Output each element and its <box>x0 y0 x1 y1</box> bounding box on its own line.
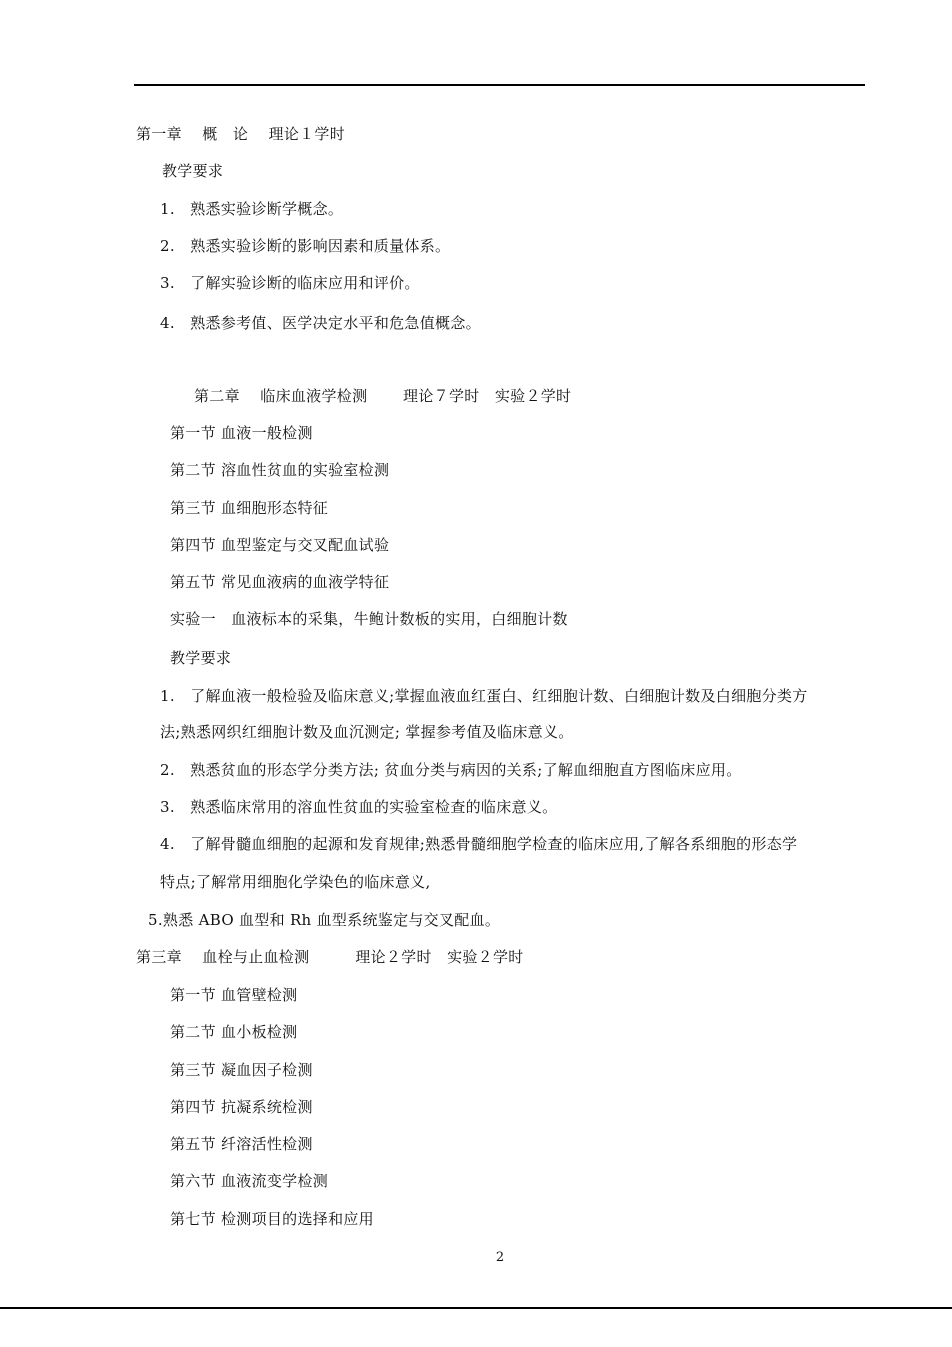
chapter-2-requirement-line: 法;熟悉网织红细胞计数及血沉测定; 掌握参考值及临床意义。 <box>160 723 574 741</box>
chapter-2-requirement-line: 4. 了解骨髓血细胞的起源和发育规律;熟悉骨髓细胞学检查的临床应用,了解各系细胞的形态学 <box>160 835 798 853</box>
chapter-1-heading: 第一章 概 论 理论１学时 <box>136 125 346 143</box>
chapter-1-requirements-title: 教学要求 <box>162 162 224 180</box>
chapter-2-requirement-line: 2. 熟悉贫血的形态学分类方法; 贫血分类与病因的关系;了解血细胞直方图临床应用。 <box>160 761 742 779</box>
chapter-3-section: 第二节 血小板检测 <box>170 1023 298 1041</box>
chapter-1-item: 4. 熟悉参考值、医学决定水平和危急值概念。 <box>160 314 481 332</box>
chapter-3-section: 第五节 纤溶活性检测 <box>170 1135 313 1153</box>
chapter-2-requirement-line: 5.熟悉 ABO 血型和 Rh 血型系统鉴定与交叉配血。 <box>148 911 501 929</box>
chapter-2-requirements-title: 教学要求 <box>170 649 232 667</box>
chapter-3-section: 第六节 血液流变学检测 <box>170 1172 329 1190</box>
chapter-2-section: 第二节 溶血性贫血的实验室检测 <box>170 461 390 479</box>
chapter-2-requirement-line: 特点;了解常用细胞化学染色的临床意义, <box>160 873 431 891</box>
chapter-1-item: 1. 熟悉实验诊断学概念。 <box>160 200 344 218</box>
chapter-1-item: 3. 了解实验诊断的临床应用和评价。 <box>160 274 420 292</box>
chapter-2-experiment: 实验一 血液标本的采集，牛鲍计数板的实用，白细胞计数 <box>170 610 568 628</box>
page-number: 2 <box>495 1250 505 1265</box>
chapter-2-section: 第四节 血型鉴定与交叉配血试验 <box>170 536 390 554</box>
chapter-3-section: 第四节 抗凝系统检测 <box>170 1098 313 1116</box>
chapter-3-heading: 第三章 血栓与止血检测 理论２学时 实验２学时 <box>136 948 524 966</box>
footer-rule <box>0 1307 952 1309</box>
header-rule <box>134 84 865 86</box>
chapter-3-section: 第七节 检测项目的选择和应用 <box>170 1210 374 1228</box>
chapter-2-section: 第五节 常见血液病的血液学特征 <box>170 573 390 591</box>
chapter-2-requirement-line: 3. 熟悉临床常用的溶血性贫血的实验室检查的临床意义。 <box>160 798 558 816</box>
chapter-2-section: 第三节 血细胞形态特征 <box>170 499 329 517</box>
chapter-2-section: 第一节 血液一般检测 <box>170 424 313 442</box>
chapter-2-heading: 第二章 临床血液学检测 理论７学时 实验２学时 <box>194 387 572 405</box>
chapter-2-requirement-line: 1. 了解血液一般检验及临床意义;掌握血液血红蛋白、红细胞计数、白细胞计数及白细胞分类方 <box>160 687 808 705</box>
chapter-3-section: 第三节 凝血因子检测 <box>170 1061 313 1079</box>
chapter-3-section: 第一节 血管壁检测 <box>170 986 298 1004</box>
chapter-1-item: 2. 熟悉实验诊断的影响因素和质量体系。 <box>160 237 451 255</box>
